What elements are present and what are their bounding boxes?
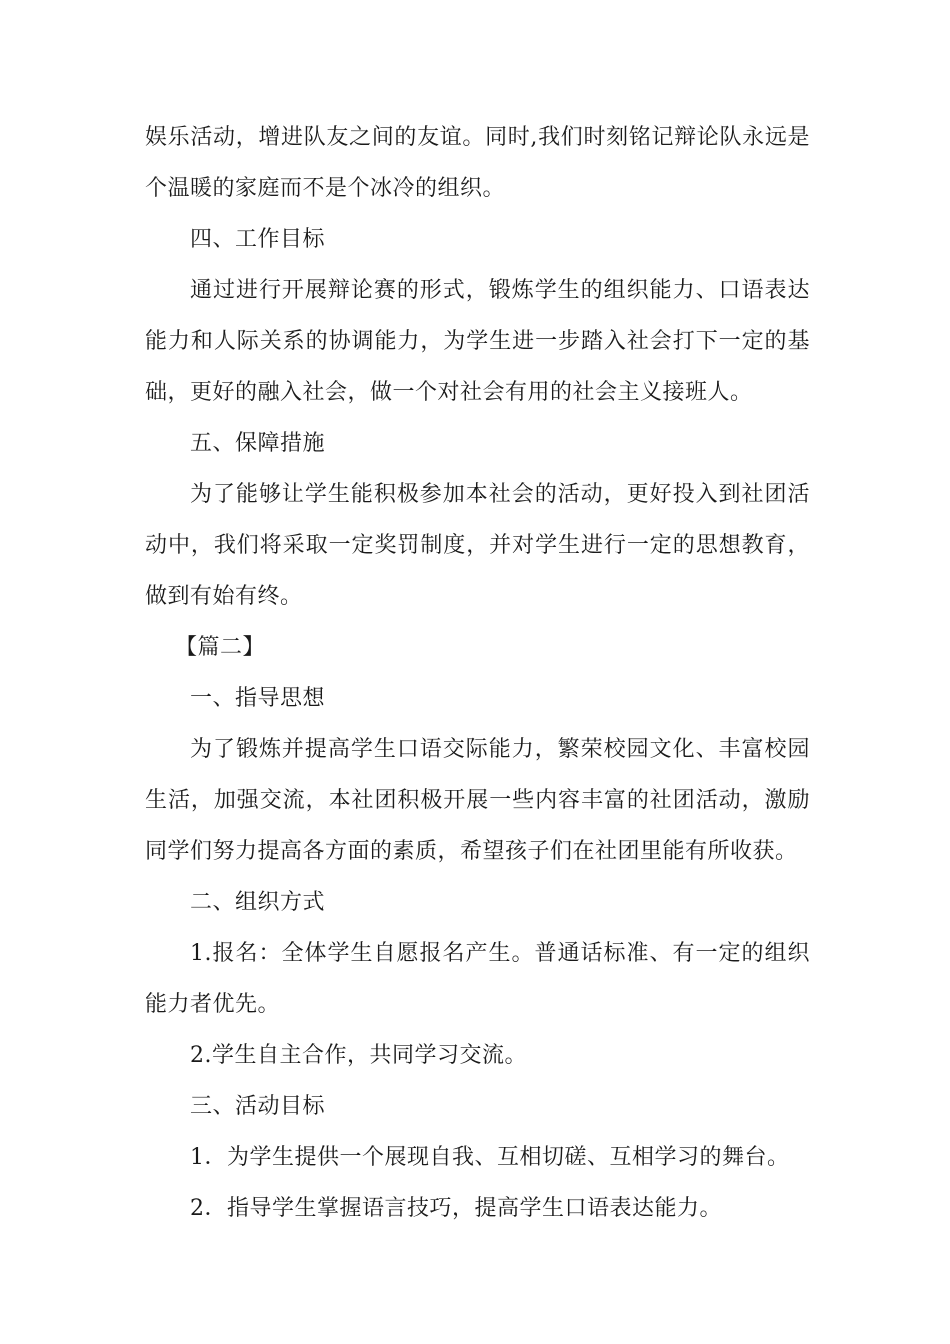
paragraph-registration: 1.报名：全体学生自愿报名产生。普通话标准、有一定的组织能力者优先。 <box>145 941 810 1017</box>
section-heading-safeguards: 五、保障措施 <box>190 431 326 456</box>
paragraph-work-goals: 通过进行开展辩论赛的形式，锻炼学生的组织能力、口语表达能力和人际关系的协调能力，为学生进一步踏入社会打下一定的基础，更好的融入社会，做一个对社会有用的社会主义接班人。 <box>145 278 810 405</box>
section-heading-organization: 二、组织方式 <box>190 890 326 915</box>
document-body <box>145 112 810 1234</box>
section-heading-work-goals: 四、工作目标 <box>190 227 326 252</box>
list-item-goal-1: 1．为学生提供一个展现自我、互相切磋、互相学习的舞台。 <box>190 1145 790 1170</box>
part-heading: 【篇二】 <box>175 635 266 660</box>
paragraph-safeguards: 为了能够让学生能积极参加本社会的活动，更好投入到社团活动中，我们将采取一定奖罚制度，并对学生进行一定的思想教育，做到有始有终。 <box>145 482 810 609</box>
paragraph-cooperation: 2.学生自主合作，共同学习交流。 <box>190 1043 527 1068</box>
section-heading-activity-goals: 三、活动目标 <box>190 1094 326 1119</box>
paragraph-guiding-ideology: 为了锻炼并提高学生口语交际能力，繁荣校园文化、丰富校园生活，加强交流，本社团积极开展一些内容丰富的社团活动，激励同学们努力提高各方面的素质，希望孩子们在社团里能有所收获。 <box>145 737 810 864</box>
list-item-goal-2: 2．指导学生掌握语言技巧，提高学生口语表达能力。 <box>190 1196 722 1221</box>
paragraph-continuation: 娱乐活动，增进队友之间的友谊。同时,我们时刻铭记辩论队永远是个温暖的家庭而不是个冰冷的组织。 <box>145 125 810 201</box>
section-heading-guiding-ideology: 一、指导思想 <box>190 686 326 711</box>
